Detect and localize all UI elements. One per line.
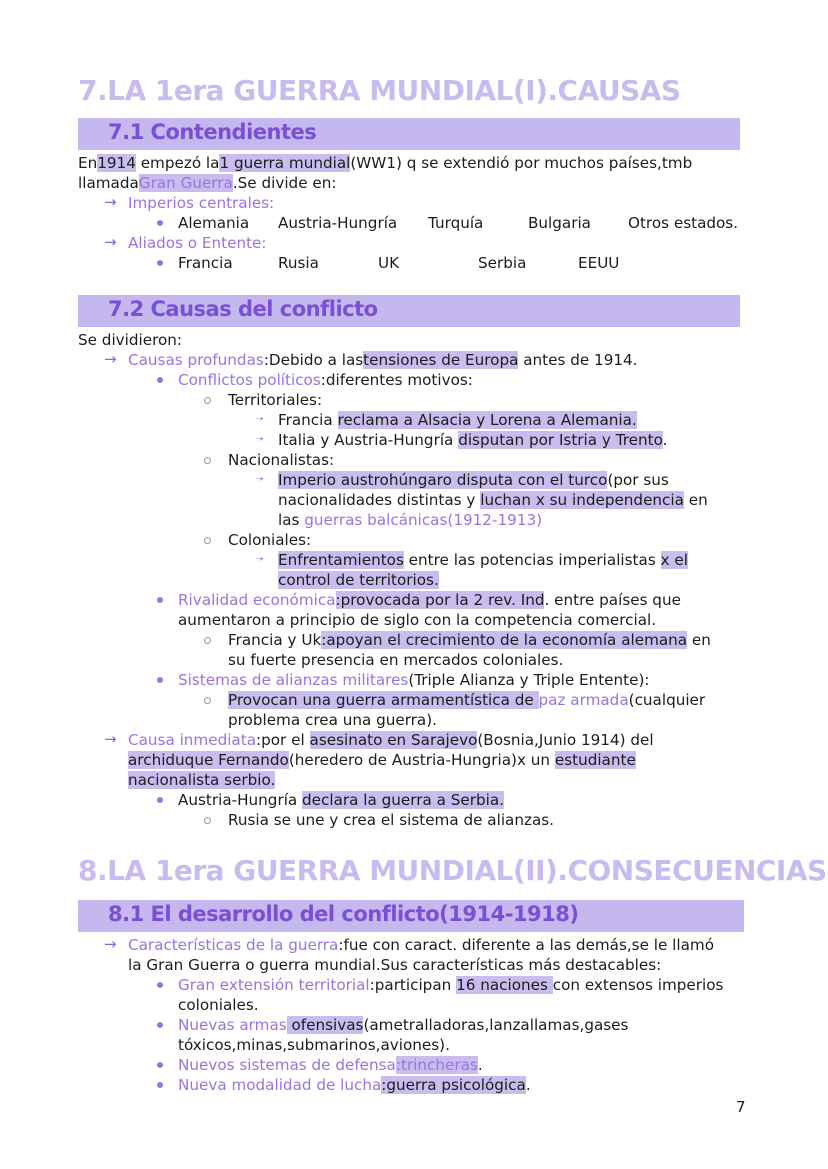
imperio-item: Alemania [178,214,250,232]
territorial-item-1: Francia reclama a Alsacia y Lorena a Alemania. [278,411,637,429]
inmediata-line-3: nacionalista serbio. [128,771,276,789]
caracteristicas-line-1: Características de la guerra:fue con caract. diferente a las demás,se le llamó [128,936,714,954]
bullet-dot-icon [157,677,163,683]
aliado-item: Serbia [478,254,527,272]
circle-bullet-icon [204,697,211,704]
bullet-dot-icon [157,982,163,988]
imperio-item: Bulgaria [528,214,591,232]
territorial-item-2: Italia y Austria-Hungría disputan por Istria y Trento. [278,431,668,449]
section-bar-7-2 [78,295,740,327]
inmediata-line-2: archiduque Fernando(heredero de Austria-Hungria)x un estudiante [128,751,636,769]
francia-uk-line-1: Francia y Uk:apoyan el crecimiento de la economía alemana en [228,631,711,649]
circle-bullet-icon [204,637,211,644]
bullet-dot-icon [157,377,163,383]
gran-extension-line-1: Gran extensión territorial:participan 16 naciones con extensos imperios [178,976,724,994]
bullet-dot-icon [157,1062,163,1068]
circle-bullet-icon [204,537,211,544]
aliado-item: UK [378,254,400,272]
aliado-item: EEUU [578,254,620,272]
bullet-dot-icon [157,797,163,803]
caracteristicas-line-2: la Gran Guerra o guerra mundial.Sus características más destacables: [128,956,662,974]
nuevas-armas-line-1: Nuevas armas ofensivas(ametralladoras,lanzallamas,gases [178,1016,629,1034]
arrow-bullet-icon: → [104,935,117,953]
circle-bullet-icon [204,817,211,824]
arrow-bullet-icon: → [104,233,117,251]
colonial-line-1: Enfrentamientos entre las potencias imperialistas x el [278,551,688,569]
bullet-dot-icon [157,1082,163,1088]
provocan-line-1: Provocan una guerra armamentística de paz armada(cualquier [228,691,706,709]
sistemas-alianzas: Sistemas de alianzas militares(Triple Alianza y Triple Entente): [178,671,650,689]
arrow-bullet-icon: → [104,350,117,368]
nacionalista-line-2: nacionalidades distintas y luchan x su independencia en [278,491,708,509]
arrow-bullet-icon: → [104,730,117,748]
rivalidad-line-1: Rivalidad económica:provocada por la 2 rev. Ind. entre países que [178,591,681,609]
nuevas-armas-line-2: tóxicos,minas,submarinos,aviones). [178,1036,450,1054]
rivalidad-line-2: aumentaron a principio de siglo con la competencia comercial. [178,611,657,629]
austria-hungria-line: Austria-Hungría declara la guerra a Serbia. [178,791,504,809]
bullet-dot-icon [157,220,163,226]
intro-line-1: En1914 empezó la1 guerra mundial(WW1) q se extendió por muchos países,tmb [78,154,693,172]
section-title-7-2: 7.2 Causas del conflicto [108,297,378,321]
gran-extension-line-2: coloniales. [178,996,259,1014]
territoriales-label: Territoriales: [228,391,323,409]
coloniales-label: Coloniales: [228,531,312,549]
circle-bullet-icon [204,397,211,404]
circle-bullet-icon [204,457,211,464]
small-arrow-icon: ➝ [255,554,264,565]
conflictos-politicos: Conflictos políticos:diferentes motivos: [178,371,473,389]
aliado-item: Rusia [278,254,319,272]
defensa-line: Nuevos sistemas de defensa:trincheras. [178,1056,483,1074]
section-bar-7-1 [78,118,740,150]
bullet-dot-icon [157,1022,163,1028]
intro-line-2: llamadaGran Guerra.Se divide en: [78,174,337,192]
modalidad-line: Nueva modalidad de lucha:guerra psicológica. [178,1076,531,1094]
rusia-line: Rusia se une y crea el sistema de alianzas. [228,811,554,829]
small-arrow-icon: ➝ [255,414,264,425]
imperio-item: Otros estados. [628,214,739,232]
bullet-dot-icon [157,260,163,266]
imperios-label: Imperios centrales: [128,194,275,212]
small-arrow-icon: ➝ [255,434,264,445]
provocan-line-2: problema crea una guerra). [228,711,437,729]
page-number: 7 [736,1098,746,1116]
inmediata-line-1: Causa inmediata:por el asesinato en Sarajevo(Bosnia,Junio 1914) del [128,731,654,749]
section-title-7-1: 7.1 Contendientes [108,120,317,144]
imperio-item: Austria-Hungría [278,214,398,232]
colonial-line-2: control de territorios. [278,571,439,589]
chapter-title-8: 8.LA 1era GUERRA MUNDIAL(II).CONSECUENCIAS [78,854,827,887]
section-bar-8-1 [78,900,744,932]
section-title-8-1: 8.1 El desarrollo del conflicto(1914-1918) [108,902,579,926]
imperio-item: Turquía [428,214,484,232]
chapter-title-7: 7.LA 1era GUERRA MUNDIAL(I).CAUSAS [78,74,681,107]
nacionalista-line-1: Imperio austrohúngaro disputa con el turco(por sus [278,471,669,489]
aliado-item: Francia [178,254,233,272]
francia-uk-line-2: su fuerte presencia en mercados coloniales. [228,651,564,669]
nacionalista-line-3: las guerras balcánicas(1912-1913) [278,511,543,529]
bullet-dot-icon [157,597,163,603]
small-arrow-icon: ➝ [255,474,264,485]
se-dividieron: Se dividieron: [78,331,183,349]
causas-profundas: Causas profundas:Debido a lastensiones de Europa antes de 1914. [128,351,638,369]
nacionalistas-label: Nacionalistas: [228,451,335,469]
arrow-bullet-icon: → [104,193,117,211]
aliados-label: Aliados o Entente: [128,234,267,252]
